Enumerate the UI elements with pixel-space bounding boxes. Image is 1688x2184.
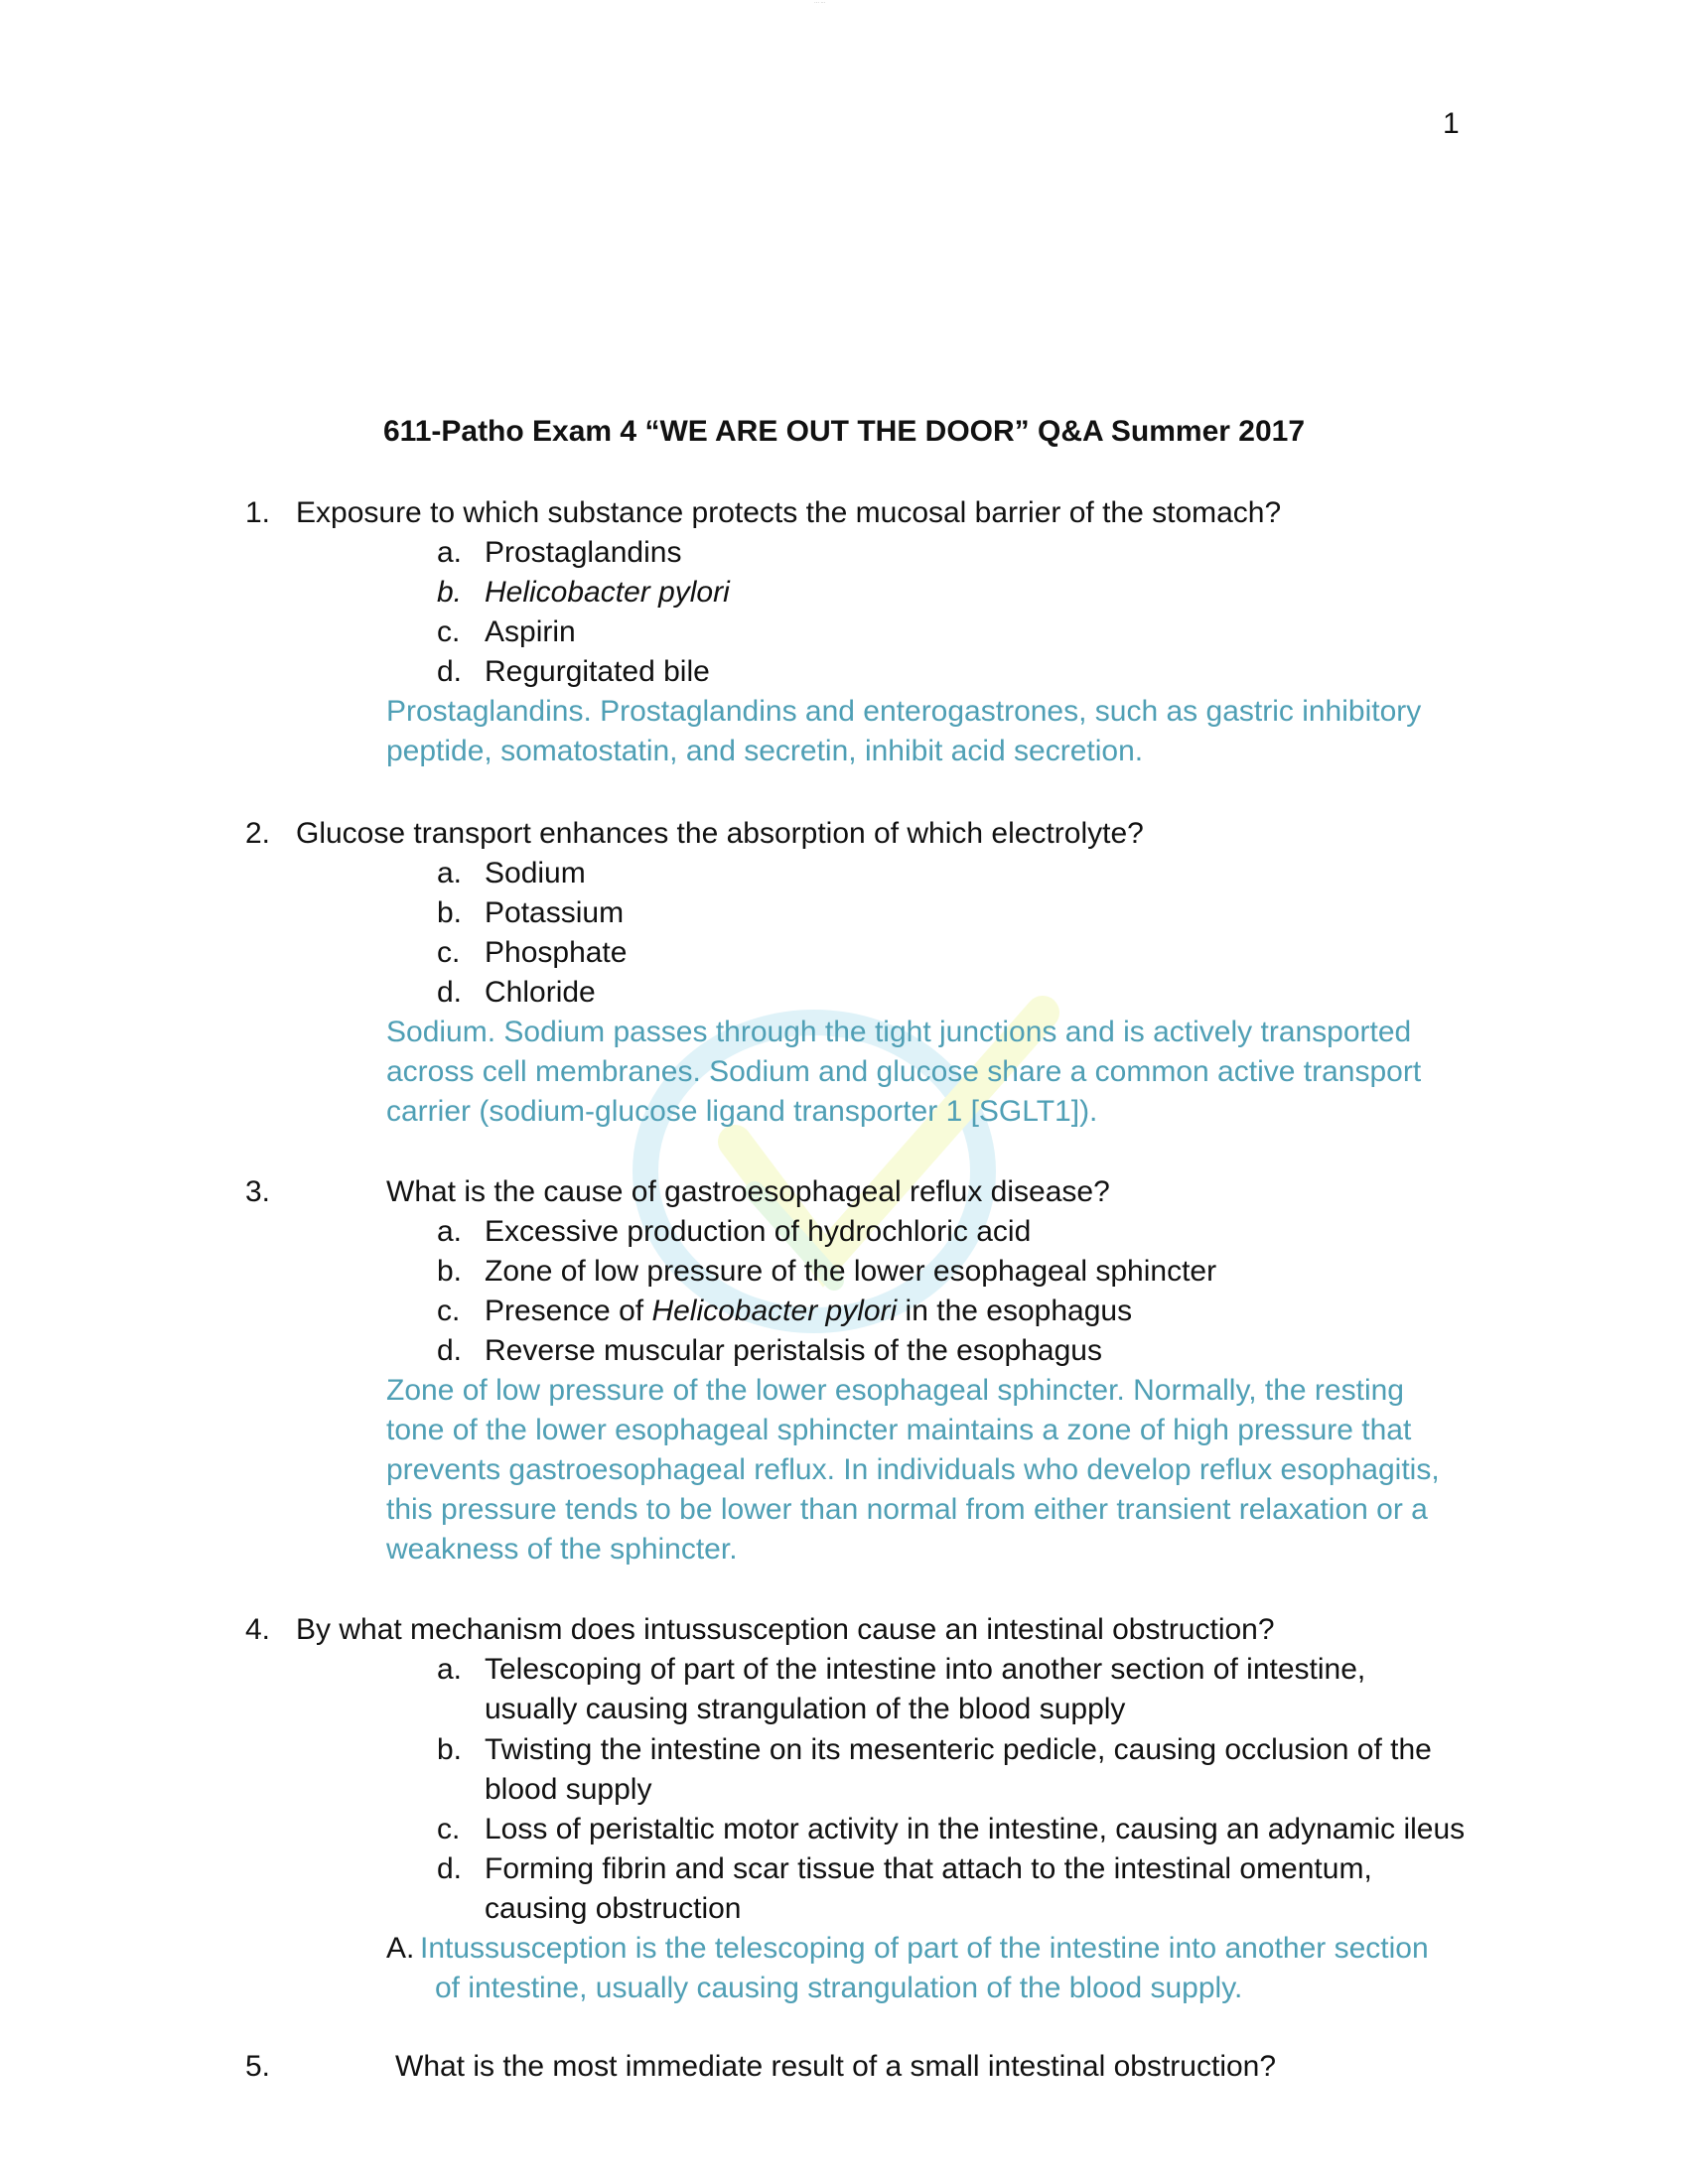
- option-letter: a.: [437, 857, 463, 889]
- question-number: 2.: [245, 817, 271, 850]
- option-text: Zone of low pressure of the lower esophageal sphincter: [485, 1255, 1217, 1288]
- question-text: What is the most immediate result of a small intestinal obstruction?: [395, 2050, 1277, 2083]
- answer-line: of intestine, usually causing strangulation of the blood supply.: [435, 1972, 1243, 2004]
- page-title: 611-Patho Exam 4 “WE ARE OUT THE DOOR” Q&A Summer 2017: [382, 415, 1306, 448]
- question-text: By what mechanism does intussusception cause an intestinal obstruction?: [296, 1613, 1275, 1646]
- option-letter: c.: [437, 1813, 461, 1845]
- answer-line: across cell membranes. Sodium and glucose share a common active transport: [386, 1055, 1422, 1088]
- option-letter: c.: [437, 1295, 461, 1327]
- answer-line: tone of the lower esophageal sphincter maintains a zone of high pressure that: [386, 1414, 1412, 1446]
- option-text: Prostaglandins: [485, 536, 682, 569]
- answer-line: Prostaglandins. Prostaglandins and enterogastrones, such as gastric inhibitory: [386, 695, 1422, 728]
- option-text: usually causing strangulation of the blood supply: [485, 1693, 1126, 1725]
- option-text: Potassium: [485, 896, 625, 929]
- answer-line: weakness of the sphincter.: [386, 1533, 738, 1566]
- question-text: Exposure to which substance protects the mucosal barrier of the stomach?: [296, 496, 1282, 529]
- option-text: Sodium: [485, 857, 586, 889]
- option-text: Loss of peristaltic motor activity in the intestine, causing an adynamic ileus: [485, 1813, 1466, 1845]
- question-number: 1.: [245, 496, 271, 529]
- question-number: 3.: [245, 1175, 271, 1208]
- option-text: Forming fibrin and scar tissue that attach to the intestinal omentum,: [485, 1852, 1372, 1885]
- option-text: Helicobacter pylori: [485, 576, 730, 609]
- option-letter: d.: [437, 1334, 463, 1367]
- option-text: Telescoping of part of the intestine into another section of intestine,: [485, 1653, 1366, 1686]
- answer-line: this pressure tends to be lower than normal from either transient relaxation or a: [386, 1493, 1428, 1526]
- option-letter: b.: [437, 1733, 463, 1766]
- option-letter: a.: [437, 1653, 463, 1686]
- option-letter: a.: [437, 536, 463, 569]
- option-text: [485, 1292, 1132, 1331]
- option-letter: b.: [437, 896, 463, 929]
- answer-line: peptide, somatostatin, and secretin, inhibit acid secretion.: [386, 735, 1144, 767]
- option-letter: c.: [437, 615, 461, 648]
- option-text: causing obstruction: [485, 1892, 742, 1925]
- option-letter: d.: [437, 655, 463, 688]
- question-number: 5.: [245, 2050, 271, 2083]
- question-number: 4.: [245, 1613, 271, 1646]
- answer-line: Sodium. Sodium passes through the tight junctions and is actively transported: [386, 1016, 1412, 1048]
- option-text: Excessive production of hydrochloric acid: [485, 1215, 1032, 1248]
- option-text: Chloride: [485, 976, 596, 1009]
- option-letter: d.: [437, 1852, 463, 1885]
- page-number: 1: [1443, 107, 1460, 140]
- answer-line: prevents gastroesophageal reflux. In individuals who develop reflux esophagitis,: [386, 1453, 1440, 1486]
- option-letter: d.: [437, 976, 463, 1009]
- option-text: blood supply: [485, 1773, 652, 1806]
- option-letter: b.: [437, 576, 463, 609]
- option-text-italic: Helicobacter pylori: [651, 1295, 898, 1327]
- answer-line: Zone of low pressure of the lower esophageal sphincter. Normally, the resting: [386, 1374, 1404, 1407]
- option-letter: c.: [437, 936, 461, 969]
- option-letter: b.: [437, 1255, 463, 1288]
- answer-prefix: A.: [386, 1932, 415, 1965]
- option-text: Regurgitated bile: [485, 655, 710, 688]
- tiny-header: ··· ···: [814, 0, 826, 6]
- option-text: Reverse muscular peristalsis of the esophagus: [485, 1334, 1102, 1367]
- answer-line: Intussusception is the telescoping of part of the intestine into another section: [420, 1932, 1429, 1965]
- answer-line: carrier (sodium-glucose ligand transporter 1 [SGLT1]).: [386, 1095, 1098, 1128]
- option-text: Twisting the intestine on its mesenteric pedicle, causing occlusion of the: [485, 1733, 1432, 1766]
- question-text: Glucose transport enhances the absorption of which electrolyte?: [296, 817, 1144, 850]
- question-text: What is the cause of gastroesophageal reflux disease?: [386, 1175, 1110, 1208]
- option-text-pre: Presence of: [485, 1295, 652, 1327]
- option-text: Aspirin: [485, 615, 576, 648]
- option-text-post: in the esophagus: [897, 1295, 1133, 1327]
- option-text: Phosphate: [485, 936, 628, 969]
- option-letter: a.: [437, 1215, 463, 1248]
